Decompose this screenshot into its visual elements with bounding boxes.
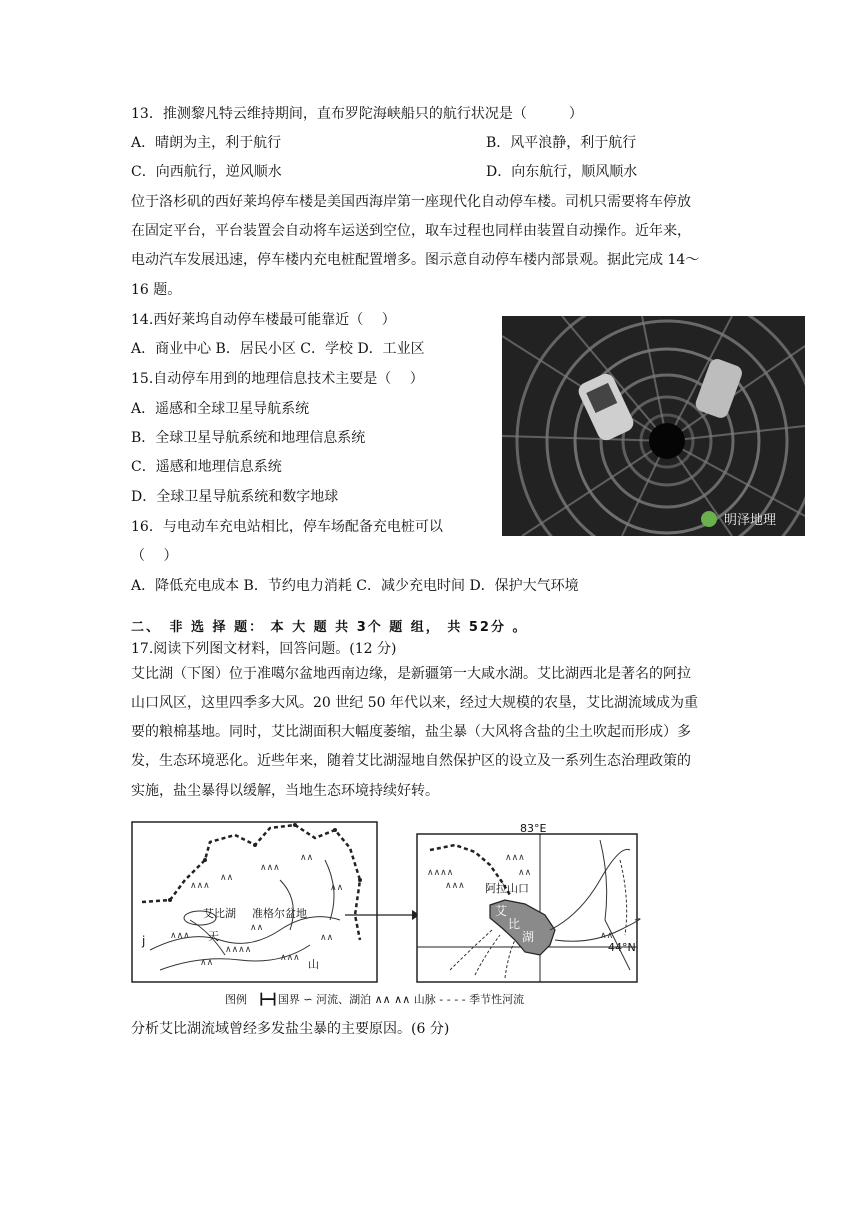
q13-option-c: C．向西航行，逆风顺水 [131, 164, 282, 180]
lake-label-3: 湖 [522, 930, 535, 944]
section-2-heading: 二、 非 选 择 题： 本 大 题 共 3个 题 组， 共 52分 。 [131, 620, 528, 635]
q17-passage-line: 发，生态环境恶化。近些年来，随着艾比湖湿地自然保护区的设立及一系列生态治理政策的 [131, 753, 691, 769]
svg-text:∧∧: ∧∧ [200, 958, 214, 968]
svg-text:∧∧: ∧∧ [320, 933, 334, 943]
passage-line: 在固定平台，平台装置会自动将车运送到空位，取车过程也同样由装置自动操作。近年来， [131, 223, 691, 239]
q17-passage-line: 山口风区，这里四季多大风。20 世纪 50 年代以来，经过大规模的农垦，艾比湖流域成为重 [131, 695, 698, 711]
passage-line: 位于洛杉矶的西好莱坞停车楼是美国西海岸第一座现代化自动停车楼。司机只需要将车停放 [131, 194, 691, 210]
svg-text:∧∧∧: ∧∧∧ [170, 931, 190, 941]
q15-option-c: C．遥感和地理信息系统 [131, 459, 282, 475]
lat-44n-label: 44°N [608, 941, 636, 954]
svg-text:∧∧∧: ∧∧∧ [505, 853, 525, 863]
lake-label-1: 艾 [495, 904, 508, 918]
q15-stem: 15.自动停车用到的地理信息技术主要是（ ） [131, 371, 424, 387]
q13-option-a: A．晴朗为主，利于航行 [131, 135, 282, 151]
map-legend: 图例 ┣━┫国界 ∽ 河流、湖泊 ∧∧ ∧∧ 山脉 - - - - 季节性河流 [225, 993, 525, 1006]
parking-garage-photo [502, 316, 805, 536]
q16-options: A．降低充电成本 B．节约电力消耗 C．减少充电时间 D．保护大气环境 [131, 578, 579, 594]
q13-stem: 13．推测黎凡特云维持期间，直布罗陀海峡船只的航行状况是（ ） [131, 106, 583, 122]
q17-passage-line: 艾比湖（下图）位于准噶尔盆地西南边缘，是新疆第一大咸水湖。艾比湖西北是著名的阿拉 [131, 666, 691, 682]
svg-text:∧∧∧: ∧∧∧ [190, 881, 210, 891]
left-map-lake-label: 艾比湖 [203, 907, 236, 920]
left-map-shan-label: 山 [308, 958, 319, 971]
photo-watermark: 明泽地理 [724, 513, 777, 528]
q17-passage-line: 要的粮棉基地。同时，艾比湖面积大幅度萎缩，盐尘暴（大风将含盐的尘土吹起而形成）多 [131, 724, 691, 740]
q17-question: 分析艾比湖流域曾经多发盐尘暴的主要原因。(6 分) [131, 1021, 450, 1037]
svg-text:∧∧∧: ∧∧∧ [445, 881, 465, 891]
passage-line: 电动汽车发展迅速，停车楼内充电桩配置增多。图示意自动停车楼内部景观。据此完成 14～ [131, 252, 700, 268]
left-map-tian-label: 天 [208, 930, 219, 943]
q16-stem-paren: （ ） [131, 548, 178, 564]
svg-text:∧∧∧: ∧∧∧ [280, 953, 300, 963]
svg-text:∧∧∧∧: ∧∧∧∧ [427, 868, 454, 878]
left-map-basin-label: 准格尔盆地 [252, 907, 307, 920]
svg-text:∧∧∧∧: ∧∧∧∧ [225, 945, 252, 955]
svg-text:∧∧: ∧∧ [250, 923, 264, 933]
svg-text:∧∧: ∧∧ [600, 931, 614, 941]
q17-stem: 17.阅读下列图文材料，回答问题。(12 分) [131, 641, 397, 657]
lon-83e-label: 83°E [520, 822, 547, 835]
q14-stem: 14.西好莱坞自动停车楼最可能靠近（ ） [131, 312, 396, 328]
q15-option-b: B．全球卫星导航系统和地理信息系统 [131, 430, 366, 446]
alashankou-label: 阿拉山口 [485, 882, 529, 895]
q14-options: A．商业中心 B．居民小区 C．学校 D．工业区 [131, 341, 425, 357]
left-map-j-label: j [142, 934, 146, 948]
q15-option-a: A．遥感和全球卫星导航系统 [131, 401, 310, 417]
passage-line: 16 题。 [131, 282, 182, 298]
svg-text:∧∧: ∧∧ [518, 868, 532, 878]
q13-option-b: B．风平浪静，利于航行 [486, 135, 637, 151]
q15-option-d: D．全球卫星导航系统和数字地球 [131, 489, 339, 505]
q17-passage-line: 实施，盐尘暴得以缓解，当地生态环境持续好转。 [131, 783, 439, 799]
q13-option-d: D．向东航行，顺风顺水 [486, 164, 638, 180]
q16-stem: 16．与电动车充电站相比，停车场配备充电桩可以 [131, 519, 443, 535]
lake-label-2: 比 [508, 917, 521, 931]
svg-text:∧∧: ∧∧ [220, 873, 234, 883]
ebinur-lake-map [130, 820, 650, 1010]
svg-text:∧∧: ∧∧ [300, 853, 314, 863]
svg-text:∧∧: ∧∧ [330, 883, 344, 893]
svg-text:∧∧∧: ∧∧∧ [260, 863, 280, 873]
